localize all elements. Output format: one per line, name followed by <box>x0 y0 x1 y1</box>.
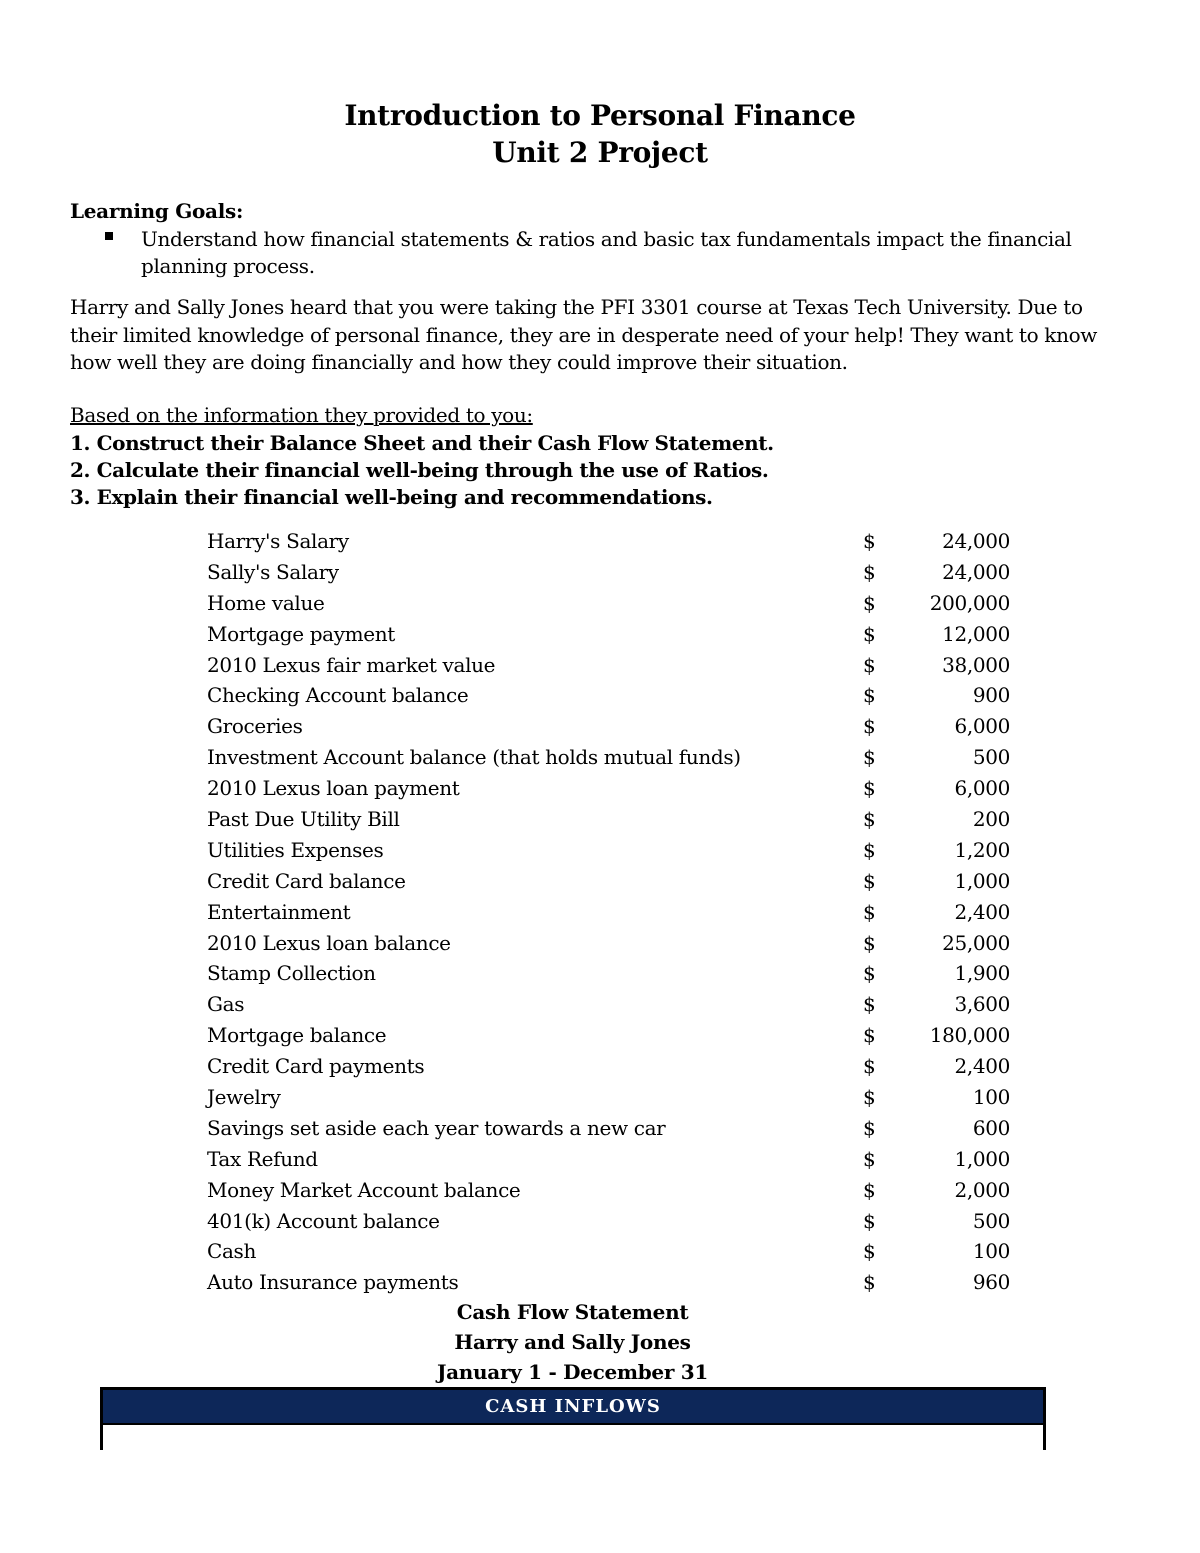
item-amount: 180,000 <box>929 1023 1010 1048</box>
intro-paragraph: Harry and Sally Jones heard that you were taking the PFI 3301 course at Texas Tech University. Due to their limited knowledge of personal finance, they are in desperate need of your help! They want to know how well they are doing financially and how they could improve their situation. <box>70 295 1098 374</box>
item-label: Gas <box>207 992 245 1017</box>
item-label: Utilities Expenses <box>207 837 384 862</box>
currency-symbol: $ <box>863 961 876 986</box>
square-bullet-icon <box>105 232 113 240</box>
task-item: 1. Construct their Balance Sheet and their Cash Flow Statement. <box>70 431 774 455</box>
learning-goals-label: Learning Goals: <box>70 199 244 223</box>
financial-items-list <box>207 529 1027 1301</box>
item-amount: 6,000 <box>954 776 1010 801</box>
instructions-lead: Based on the information they provided to you: <box>70 403 533 427</box>
item-amount: 12,000 <box>942 621 1010 646</box>
currency-symbol: $ <box>863 745 876 770</box>
financial-item-row <box>207 560 1027 591</box>
financial-item-row <box>207 653 1027 684</box>
item-label: Tax Refund <box>207 1146 318 1171</box>
currency-symbol: $ <box>863 1085 876 1110</box>
financial-item-row <box>207 838 1027 869</box>
currency-symbol: $ <box>863 930 876 955</box>
item-label: 2010 Lexus fair market value <box>207 652 496 677</box>
item-label: Entertainment <box>207 899 351 924</box>
financial-item-row <box>207 1239 1027 1270</box>
item-amount: 100 <box>972 1085 1010 1110</box>
item-label: Credit Card balance <box>207 868 406 893</box>
item-amount: 500 <box>972 1208 1010 1233</box>
item-label: Money Market Account balance <box>207 1177 521 1202</box>
item-label: Savings set aside each year towards a new car <box>207 1115 666 1140</box>
item-amount: 200 <box>972 807 1010 832</box>
item-amount: 24,000 <box>942 559 1010 584</box>
financial-item-row <box>207 1270 1027 1301</box>
financial-item-row <box>207 1085 1027 1116</box>
item-amount: 2,000 <box>954 1177 1010 1202</box>
item-label: Harry's Salary <box>207 529 349 553</box>
financial-item-row <box>207 529 1027 560</box>
item-amount: 1,900 <box>954 961 1010 986</box>
item-label: Credit Card payments <box>207 1054 425 1079</box>
financial-item-row <box>207 1054 1027 1085</box>
currency-symbol: $ <box>863 1115 876 1140</box>
currency-symbol: $ <box>863 1023 876 1048</box>
item-amount: 500 <box>972 745 1010 770</box>
document-subtitle: Unit 2 Project <box>492 136 708 169</box>
financial-item-row <box>207 961 1027 992</box>
item-label: 401(k) Account balance <box>207 1208 440 1233</box>
cash-flow-names: Harry and Sally Jones <box>454 1330 691 1354</box>
currency-symbol: $ <box>863 776 876 801</box>
financial-item-row <box>207 745 1027 776</box>
currency-symbol: $ <box>863 652 876 677</box>
currency-symbol: $ <box>863 868 876 893</box>
item-amount: 25,000 <box>942 930 1010 955</box>
currency-symbol: $ <box>863 1054 876 1079</box>
item-amount: 900 <box>972 683 1010 708</box>
financial-item-row <box>207 869 1027 900</box>
item-amount: 2,400 <box>954 1054 1010 1079</box>
item-label: 2010 Lexus loan payment <box>207 776 460 801</box>
cash-flow-period: January 1 - December 31 <box>436 1360 708 1384</box>
financial-item-row <box>207 1023 1027 1054</box>
financial-item-row <box>207 1178 1027 1209</box>
item-amount: 960 <box>972 1270 1010 1295</box>
learning-goal-text: Understand how financial statements & ratios and basic tax fundamentals impact the financial planning process. <box>141 227 1072 278</box>
item-label: Checking Account balance <box>207 683 469 708</box>
financial-item-row <box>207 683 1027 714</box>
document-title: Introduction to Personal Finance <box>344 99 856 132</box>
currency-symbol: $ <box>863 1146 876 1171</box>
item-label: Jewelry <box>207 1085 281 1110</box>
item-amount: 24,000 <box>942 529 1010 553</box>
item-label: Home value <box>207 590 325 615</box>
currency-symbol: $ <box>863 1239 876 1264</box>
item-amount: 600 <box>972 1115 1010 1140</box>
item-amount: 100 <box>972 1239 1010 1264</box>
financial-item-row <box>207 714 1027 745</box>
item-amount: 3,600 <box>954 992 1010 1017</box>
item-label: Mortgage payment <box>207 621 395 646</box>
financial-item-row <box>207 591 1027 622</box>
currency-symbol: $ <box>863 899 876 924</box>
task-list <box>70 430 774 511</box>
task-item: 2. Calculate their financial well-being through the use of Ratios. <box>70 458 769 482</box>
item-amount: 1,000 <box>954 868 1010 893</box>
cash-flow-title: Cash Flow Statement <box>456 1300 689 1324</box>
currency-symbol: $ <box>863 837 876 862</box>
currency-symbol: $ <box>863 807 876 832</box>
cash-flow-table <box>100 1387 1046 1450</box>
financial-item-row <box>207 1147 1027 1178</box>
currency-symbol: $ <box>863 559 876 584</box>
currency-symbol: $ <box>863 714 876 739</box>
item-amount: 1,200 <box>954 837 1010 862</box>
item-amount: 1,000 <box>954 1146 1010 1171</box>
financial-item-row <box>207 1116 1027 1147</box>
item-amount: 38,000 <box>942 652 1010 677</box>
financial-item-row <box>207 776 1027 807</box>
currency-symbol: $ <box>863 1177 876 1202</box>
currency-symbol: $ <box>863 1208 876 1233</box>
item-label: Investment Account balance (that holds mutual funds) <box>207 745 741 770</box>
item-label: 2010 Lexus loan balance <box>207 930 451 955</box>
currency-symbol: $ <box>863 529 876 553</box>
item-label: Past Due Utility Bill <box>207 807 400 832</box>
currency-symbol: $ <box>863 1270 876 1295</box>
financial-item-row <box>207 992 1027 1023</box>
item-amount: 6,000 <box>954 714 1010 739</box>
item-label: Stamp Collection <box>207 961 376 986</box>
financial-item-row <box>207 1209 1027 1240</box>
item-label: Sally's Salary <box>207 559 339 584</box>
item-amount: 2,400 <box>954 899 1010 924</box>
financial-item-row <box>207 807 1027 838</box>
currency-symbol: $ <box>863 992 876 1017</box>
task-item: 3. Explain their financial well-being and recommendations. <box>70 485 713 509</box>
currency-symbol: $ <box>863 590 876 615</box>
item-amount: 200,000 <box>929 590 1010 615</box>
item-label: Mortgage balance <box>207 1023 387 1048</box>
item-label: Groceries <box>207 714 303 739</box>
cash-inflows-header: CASH INFLOWS <box>103 1390 1043 1425</box>
currency-symbol: $ <box>863 683 876 708</box>
financial-item-row <box>207 900 1027 931</box>
financial-item-row <box>207 931 1027 962</box>
financial-item-row <box>207 622 1027 653</box>
currency-symbol: $ <box>863 621 876 646</box>
item-label: Cash <box>207 1239 256 1264</box>
item-label: Auto Insurance payments <box>207 1270 459 1295</box>
